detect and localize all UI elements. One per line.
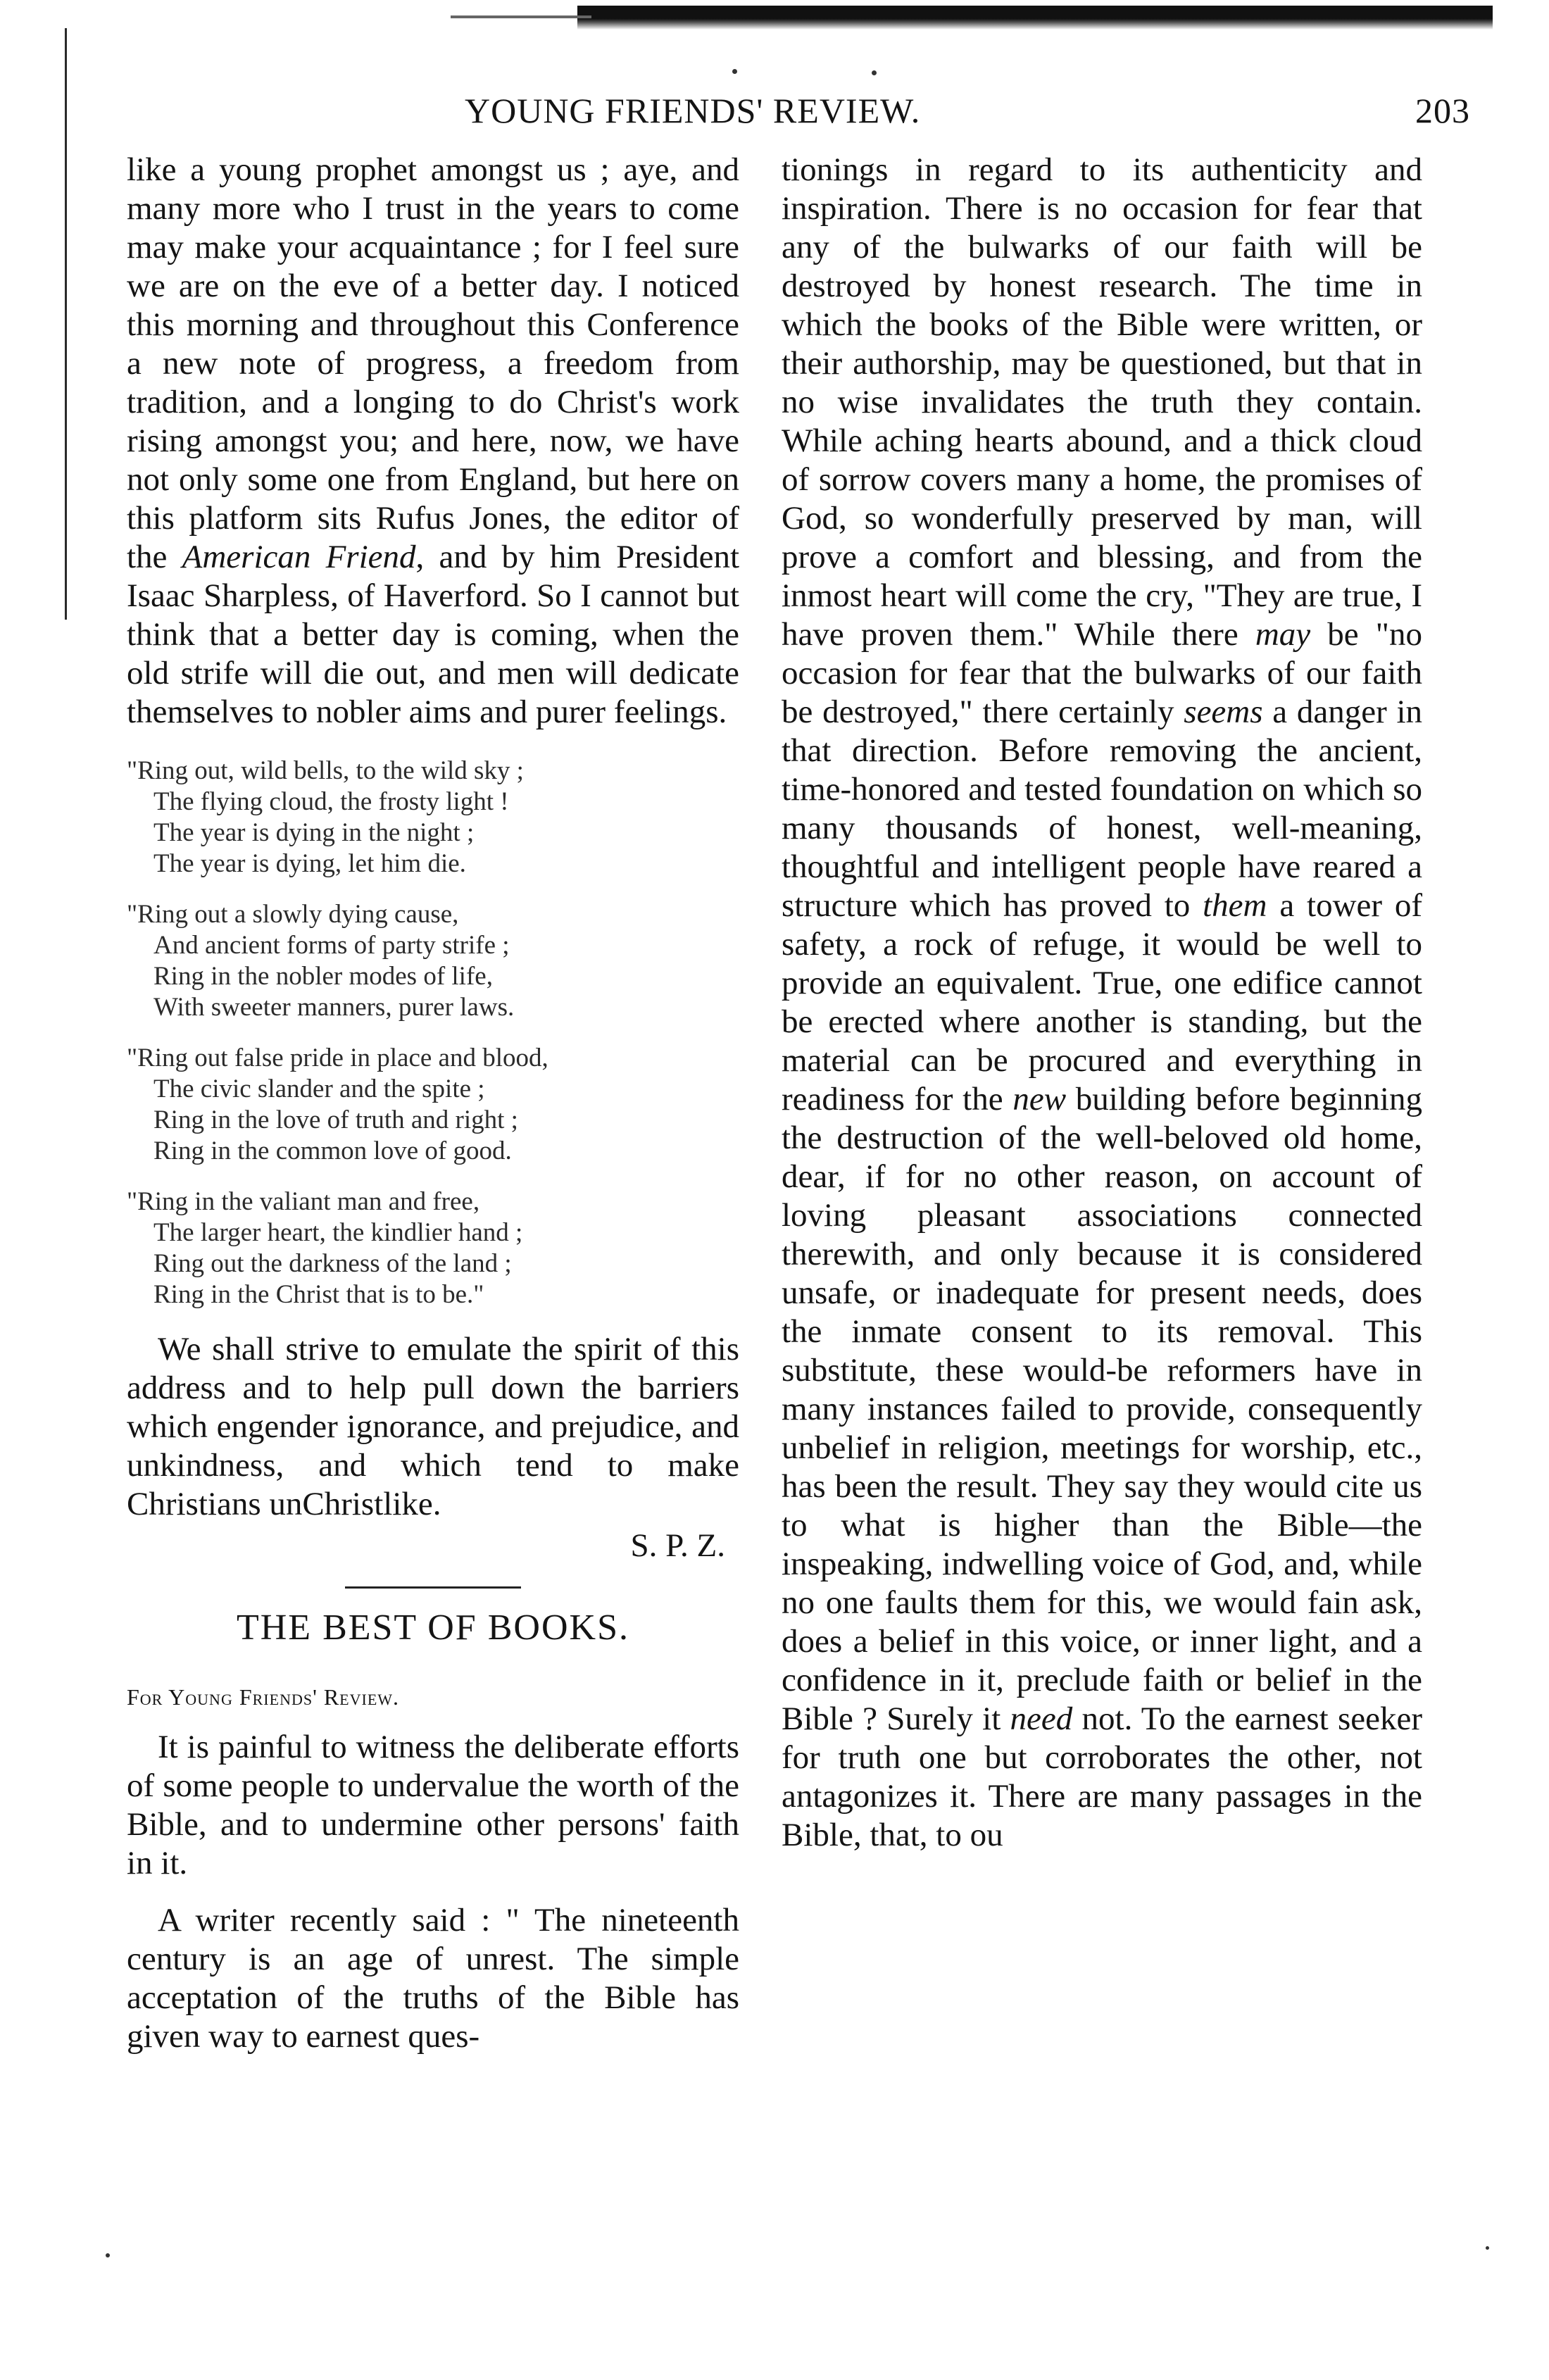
signature: S. P. Z.: [630, 1527, 725, 1564]
poem-line: With sweeter manners, purer laws.: [153, 993, 515, 1022]
running-title: YOUNG FRIENDS' REVIEW.: [465, 91, 921, 130]
scan-speck: [1486, 2246, 1489, 2250]
address-text-after: , and by him: [415, 539, 601, 575]
scan-edge-rule: [577, 6, 1493, 30]
address-paragraph: [127, 151, 739, 732]
poem-line: "Ring in the valiant man and free,: [127, 1187, 480, 1216]
poem-quote: [127, 756, 739, 1310]
article-continuation: [782, 151, 1422, 1855]
text-run: tionings in regard to its authenticity and inspiration. There is no occasion for fear that any of the bulwarks of our faith will be destroyed by honest research. The time in which the books of the Bible were written, or their authorship, may be questioned, but that in no wise invalidates the truth they contain. While aching hearts abound, and a thick cloud of sorrow covers many a home, the promises of God, so wonderfully preserved by man, will prove a comfort and blessing, and from the inmost heart will come the cry, "They are true, I have proven them." While there: [782, 151, 1422, 653]
poem-line: Ring out the darkness of the land ;: [153, 1249, 512, 1278]
scan-speck: [106, 2253, 110, 2257]
address-text: like a young prophet amongst us ; aye, and many more who I trust in the years to come may make your acquaintance ; for I feel sure we are on the eve of a better day. I noticed this morning and throughout this Conference a new note of progress, a freedom from tradition, and a longing to do Christ's work rising amongst you; and here, now, we have not only some one from England, but here on this platform sits Rufus Jones, the editor of the: [127, 151, 739, 575]
scan-speck: [872, 70, 877, 75]
section-title: THE BEST OF BOOKS.: [236, 1608, 629, 1648]
emphasis-word: them: [1203, 887, 1267, 924]
scan-binding-line: [65, 28, 67, 620]
poem-stanza: [127, 899, 739, 1023]
poem-line: Ring in the common love of good.: [153, 1136, 512, 1165]
text-run: not. To the earnest seeker for truth one but corroborates the other, not antagonizes it. There are many passages in the Bible, that, to ou: [782, 1701, 1422, 1853]
poem-line: The year is dying, let him die.: [153, 849, 466, 878]
section-divider: [345, 1586, 521, 1589]
closing-paragraph: We shall strive to emulate the spirit of this address and to help pull down the barriers which engender ignorance, and prejudice, and unkindness, and which tend to make Christians unChristlike.: [127, 1331, 739, 1522]
poem-line: The year is dying in the night ;: [153, 818, 475, 847]
emphasis-word: new: [1012, 1081, 1067, 1117]
page-number: 203: [1415, 91, 1470, 130]
emphasis-word: may: [1255, 616, 1311, 653]
emphasis-word: need: [1010, 1701, 1073, 1737]
left-column: [127, 151, 739, 2056]
poem-line: Ring in the nobler modes of life,: [153, 962, 493, 991]
poem-line: "Ring out false pride in place and blood,: [127, 1044, 548, 1072]
emphasis-word: seems: [1184, 694, 1263, 730]
poem-line: The larger heart, the kindlier hand ;: [153, 1218, 523, 1247]
address-text-closing: President Isaac Sharpless, of Haverford. So I cannot but think that a better day is coming, when the old strife will die out, and men will dedicate themselves to nobler aims and purer feelings.: [127, 539, 740, 730]
scan-speck: [732, 69, 737, 74]
text-run: building before beginning the destruction of the well-beloved old home, dear, if for no other reason, on account of loving pleasant associations connected therewith, and only because it is considered unsafe, or inadequate for present needs, does the inmate consent to its removal. This substitute, these would-be reformers have in many instances failed to provide, consequently unbelief in religion, meetings for worship, etc., has been the result. They say they would cite us to what is higher than the Bible—the inspeaking, indwelling voice of God, and, while no one faults them for this, we would fain ask, does a belief in this voice, or inner light, and a confidence in it, preclude faith or belief in the Bible ? Surely it: [782, 1081, 1422, 1737]
poem-line: "Ring out a slowly dying cause,: [127, 900, 459, 929]
poem-stanza: [127, 1043, 739, 1167]
text-run: a tower of safety, a rock of refuge, it would be well to provide an equivalent. True, one edifice cannot be erected where another is standing, but the material can be procured and everything in readiness for the: [782, 887, 1422, 1117]
article-paragraph-1: It is painful to witness the deliberate efforts of some people to undervalue the worth of the Bible, and to undermine other persons' faith in it.: [127, 1729, 739, 1881]
poem-line: The flying cloud, the frosty light !: [153, 787, 509, 816]
italic-title: American Friend: [182, 539, 416, 575]
right-column: [782, 151, 1422, 1855]
running-head: [465, 90, 1479, 139]
poem-stanza: [127, 1186, 739, 1310]
poem-stanza: [127, 756, 739, 879]
article-paragraph-2: A writer recently said : " The nineteenth century is an age of unrest. The simple acceptation of the truths of the Bible has given way to earnest ques-: [127, 1902, 739, 2055]
poem-line: And ancient forms of party strife ;: [153, 931, 510, 960]
byline-credit: For Young Friends' Review.: [127, 1684, 400, 1710]
poem-line: "Ring out, wild bells, to the wild sky ;: [127, 756, 524, 785]
text-run: be "no occasion for fear that the bulwarks of our faith be destroyed," there certainly: [782, 616, 1422, 730]
poem-line: The civic slander and the spite ;: [153, 1075, 485, 1103]
poem-line: Ring in the Christ that is to be.": [153, 1280, 484, 1309]
poem-line: Ring in the love of truth and right ;: [153, 1106, 518, 1134]
scan-edge-mark: [451, 15, 591, 18]
text-run: a danger in that direction. Before removing the ancient, time-honored and tested foundation on which so many thousands of honest, well-meaning, thoughtful and intelligent people have reared a structure which has proved to: [782, 694, 1423, 924]
